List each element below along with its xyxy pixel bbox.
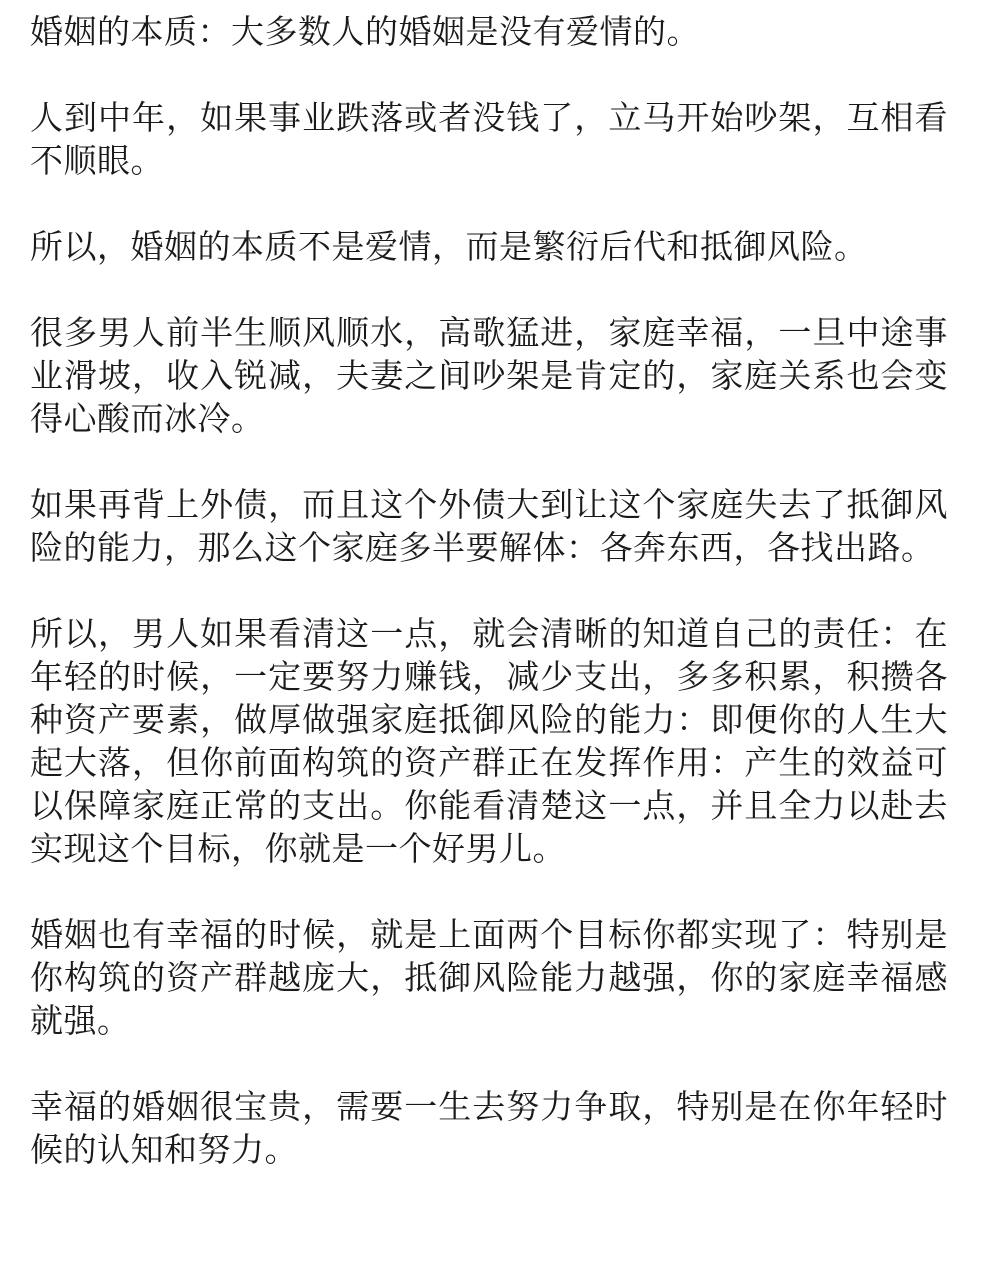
paragraph-2: 人到中年，如果事业跌落或者没钱了，立马开始吵架，互相看不顺眼。 <box>30 98 948 180</box>
paragraph-7: 婚姻也有幸福的时候，就是上面两个目标你都实现了：特别是你构筑的资产群越庞大，抵御风险能力越强，你的家庭幸福感就强。 <box>30 915 948 1040</box>
paragraph-4: 很多男人前半生顺风顺水，高歌猛进，家庭幸福，一旦中途事业滑坡，收入锐减，夫妻之间吵架是肯定的，家庭关系也会变得心酸而冰冷。 <box>30 313 948 438</box>
paragraph-8: 幸福的婚姻很宝贵，需要一生去努力争取，特别是在你年轻时候的认知和努力。 <box>30 1087 948 1169</box>
paragraph-5: 如果再背上外债，而且这个外债大到让这个家庭失去了抵御风险的能力，那么这个家庭多半要解体：各奔东西，各找出路。 <box>30 485 948 567</box>
paragraph-1: 婚姻的本质：大多数人的婚姻是没有爱情的。 <box>30 12 700 51</box>
paragraph-6: 所以，男人如果看清这一点，就会清晰的知道自己的责任：在年轻的时候，一定要努力赚钱，减少支出，多多积累，积攒各种资产要素，做厚做强家庭抵御风险的能力：即便你的人生大起大落，但你前面构筑的资产群正在发挥作用：产生的效益可以保障家庭正常的支出。你能看清楚这一点，并且全力以赴去实现这个目标，你就是一个好男儿。 <box>30 614 948 868</box>
paragraph-3: 所以，婚姻的本质不是爱情，而是繁衍后代和抵御风险。 <box>30 227 868 266</box>
